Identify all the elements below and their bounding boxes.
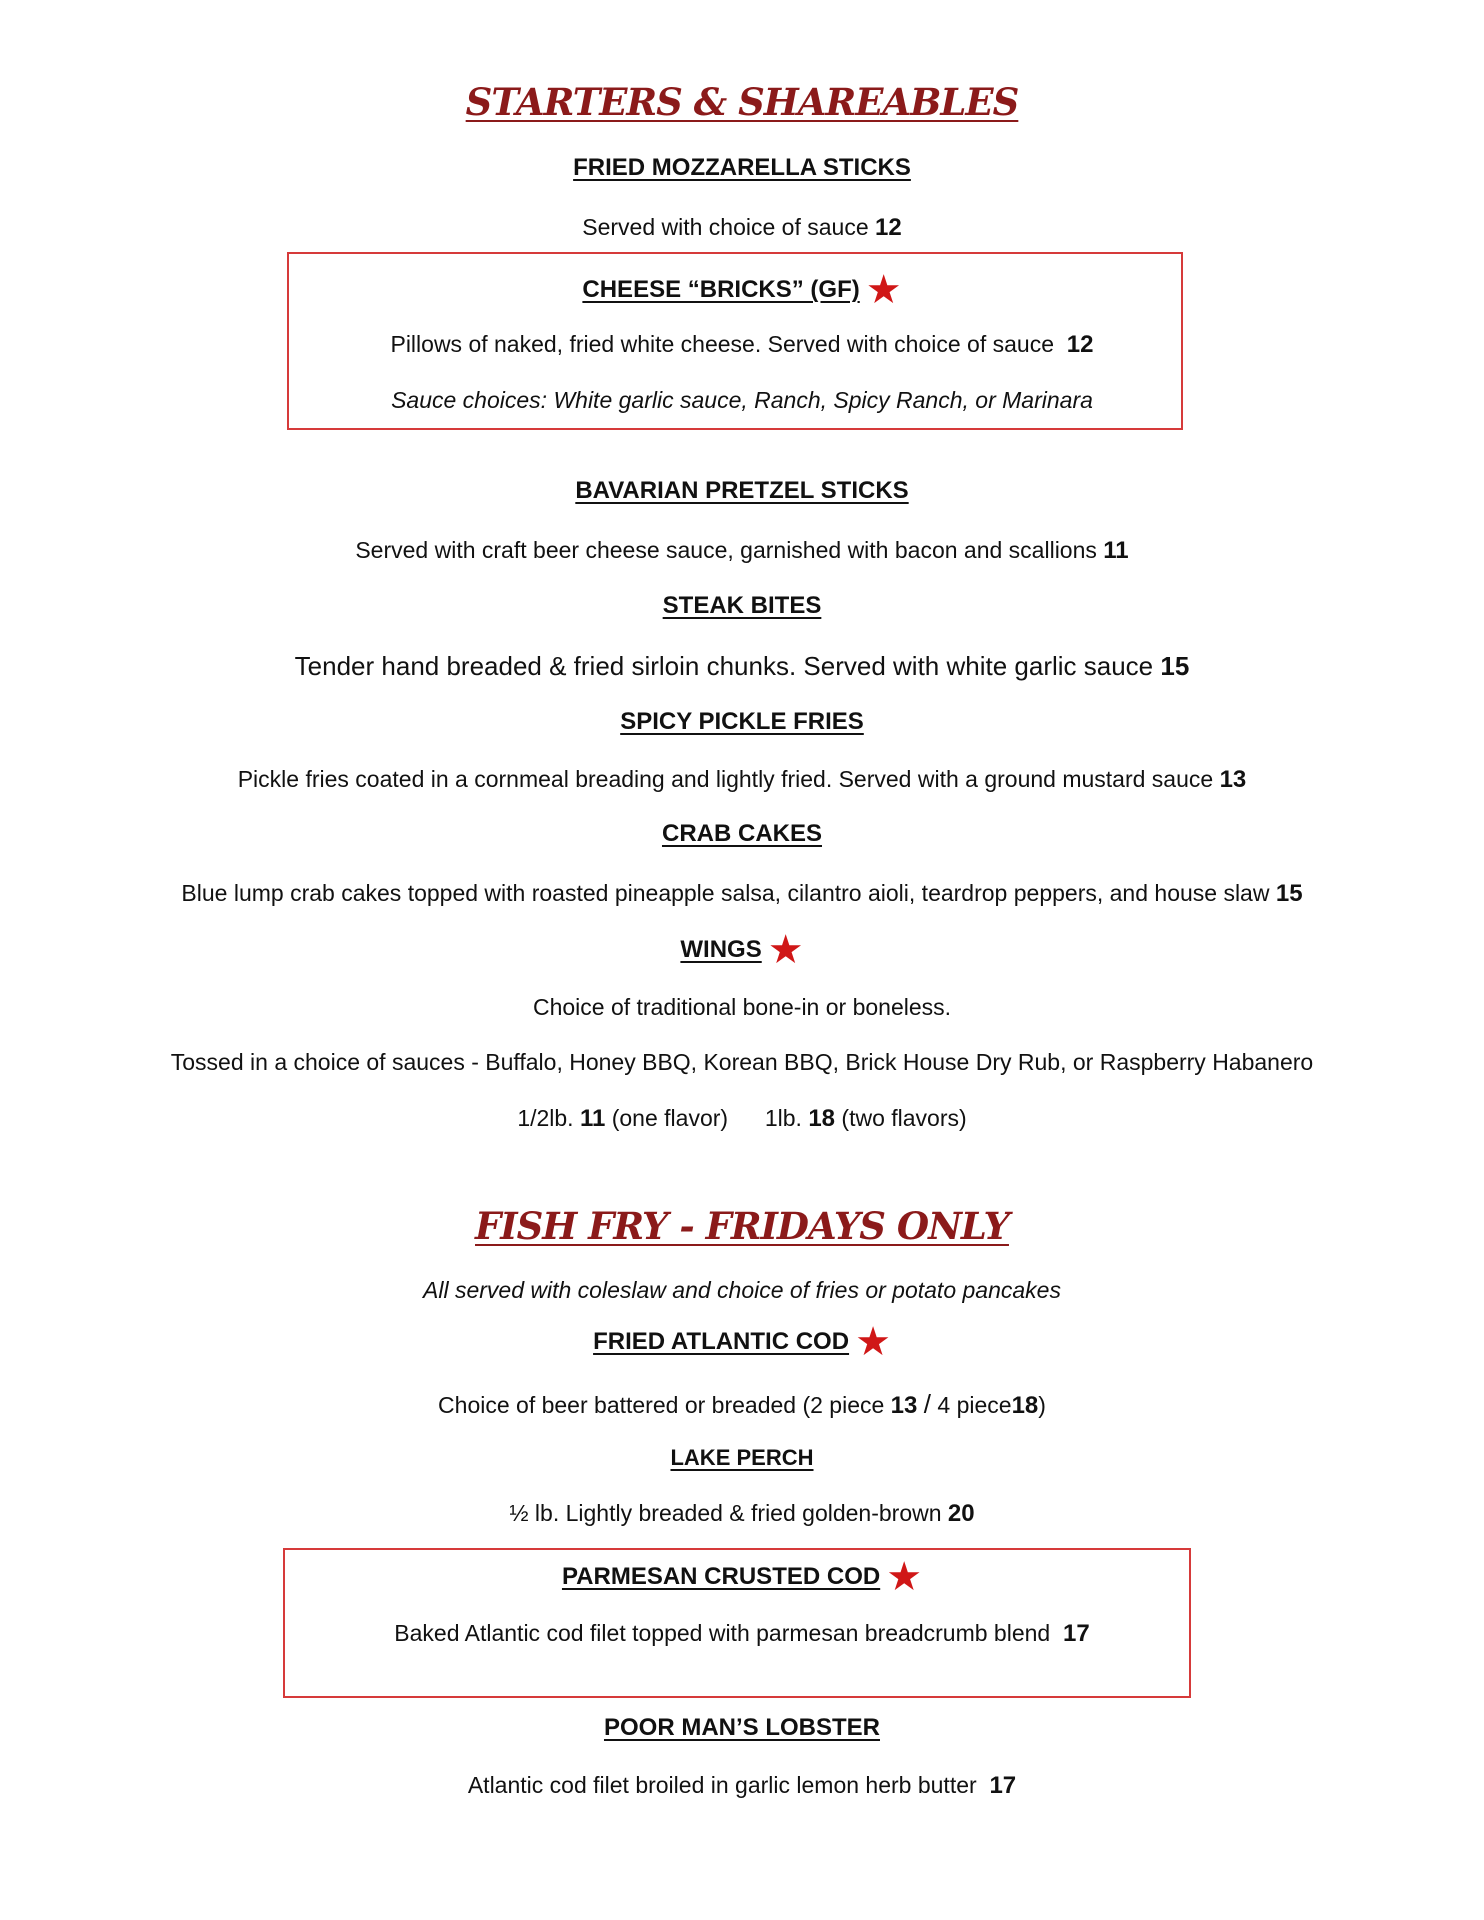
item-name-parmesan-cod-row xyxy=(0,1554,1484,1600)
desc-text: Baked Atlantic cod filet topped with parmesan breadcrumb blend xyxy=(394,1620,1051,1646)
price: 18 xyxy=(1011,1392,1039,1419)
item-name-wings: WINGS xyxy=(680,936,762,963)
desc-text: ) xyxy=(1038,1392,1046,1418)
item-name-crab-cakes: CRAB CAKES xyxy=(661,820,822,847)
item-desc2-wings: Tossed in a choice of sauces - Buffalo, Honey BBQ, Korean BBQ, Brick House Dry Rub, or Raspberry Habanero xyxy=(170,1049,1314,1075)
item-name-pickle-fries: SPICY PICKLE FRIES xyxy=(620,708,864,735)
item-name-mozzarella: FRIED MOZZARELLA STICKS xyxy=(573,154,911,181)
item-name-poor-mans-lobster: POOR MAN’S LOBSTER xyxy=(603,1714,880,1741)
item-desc-cheese-bricks xyxy=(0,331,1484,359)
price: 15 xyxy=(1275,880,1303,907)
item-name-atlantic-cod: FRIED ATLANTIC COD xyxy=(593,1328,850,1355)
section-title-starters: STARTERS & SHAREABLES xyxy=(465,80,1019,124)
item-desc-pickle-fries xyxy=(0,766,1484,794)
desc-text: 4 piece xyxy=(937,1392,1012,1418)
desc-text: Pickle fries coated in a cornmeal breading and lightly fried. Served with a ground mustard sauce xyxy=(237,766,1214,792)
item-name-cheese-bricks: CHEESE “BRICKS” (GF) xyxy=(582,276,860,303)
section-title-fish-fry: FISH FRY - FRIDAYS ONLY xyxy=(475,1204,1009,1248)
item-desc-poor-mans-lobster xyxy=(0,1772,1484,1800)
desc-text: Choice of beer battered or breaded (2 piece xyxy=(438,1392,885,1418)
desc-text: Pillows of naked, fried white cheese. Served with choice of sauce xyxy=(390,331,1055,357)
item-name-steak-bites: STEAK BITES xyxy=(662,592,822,619)
star-icon: ★ xyxy=(865,267,902,313)
size-note: (two flavors) xyxy=(841,1105,967,1131)
desc-text: ½ lb. Lightly breaded & fried golden-brown xyxy=(509,1500,942,1526)
item-desc-lake-perch xyxy=(0,1500,1484,1528)
star-icon: ★ xyxy=(767,927,804,973)
item-desc-mozzarella xyxy=(0,214,1484,242)
price: 11 xyxy=(1103,537,1129,564)
price: 12 xyxy=(875,214,902,241)
price: 15 xyxy=(1160,651,1190,681)
price: 17 xyxy=(1062,1620,1090,1647)
item-name-cod-row xyxy=(0,1319,1484,1365)
item-desc-atlantic-cod xyxy=(0,1389,1484,1420)
section-subtitle-fish-fry: All served with coleslaw and choice of fries or potato pancakes xyxy=(423,1277,1061,1303)
item-desc-pretzel xyxy=(0,537,1484,565)
separator: / xyxy=(923,1389,931,1419)
size-note: (one flavor) xyxy=(611,1105,729,1131)
item-name-lake-perch: LAKE PERCH xyxy=(670,1445,814,1470)
price: 13 xyxy=(1219,766,1247,793)
price: 17 xyxy=(989,1772,1017,1799)
desc-text: Served with craft beer cheese sauce, garnished with bacon and scallions xyxy=(355,537,1097,563)
item-note-cheese-bricks: Sauce choices: White garlic sauce, Ranch, Spicy Ranch, or Marinara xyxy=(391,387,1093,413)
price: 12 xyxy=(1066,331,1094,358)
item-desc-crab-cakes xyxy=(0,880,1484,908)
item-desc-parmesan-cod xyxy=(0,1620,1484,1648)
desc-text: Blue lump crab cakes topped with roasted pineapple salsa, cilantro aioli, teardrop peppers, and house slaw xyxy=(181,880,1270,906)
price: 20 xyxy=(947,1500,975,1527)
desc-text: Tender hand breaded & fried sirloin chunks. Served with white garlic sauce xyxy=(294,651,1154,681)
item-name-parmesan-cod: PARMESAN CRUSTED COD xyxy=(561,1563,881,1590)
item-name-cheese-bricks-row xyxy=(0,267,1484,313)
item-name-wings-row xyxy=(0,927,1484,973)
desc-text: Served with choice of sauce xyxy=(582,214,869,240)
desc-text: Atlantic cod filet broiled in garlic lemon herb butter xyxy=(467,1772,977,1798)
price: 11 xyxy=(579,1105,606,1132)
item-sizes-wings xyxy=(0,1105,1484,1133)
item-desc-steak-bites xyxy=(0,651,1484,682)
item-name-pretzel: BAVARIAN PRETZEL STICKS xyxy=(575,477,909,504)
star-icon: ★ xyxy=(855,1319,891,1365)
star-icon: ★ xyxy=(886,1554,923,1600)
price: 18 xyxy=(808,1105,836,1132)
size-label: 1lb. xyxy=(764,1105,802,1131)
price: 13 xyxy=(890,1392,918,1419)
size-label: 1/2lb. xyxy=(517,1105,574,1131)
item-desc-wings: Choice of traditional bone-in or boneless. xyxy=(532,994,952,1020)
